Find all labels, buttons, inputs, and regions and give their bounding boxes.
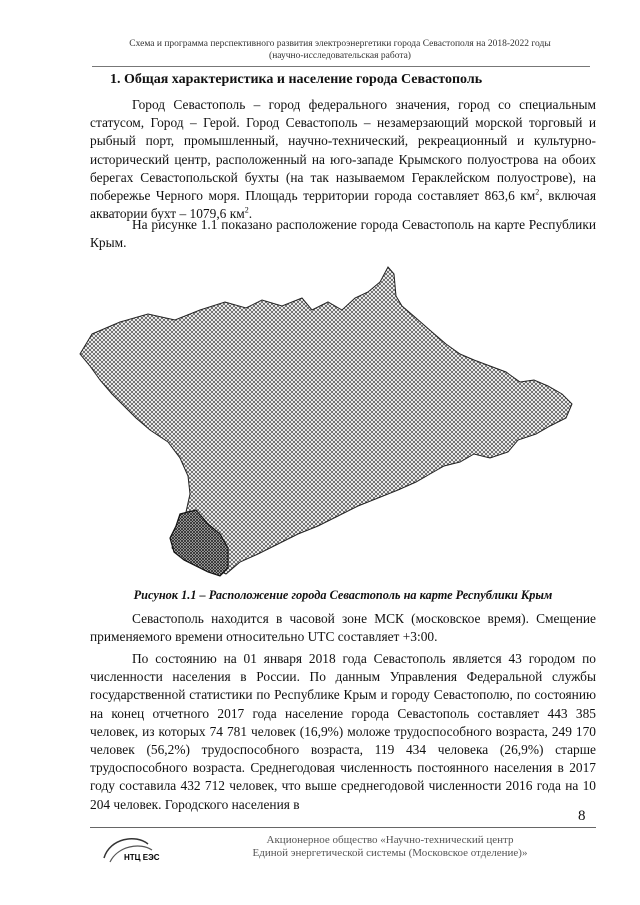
header-divider (92, 66, 590, 67)
paragraph-intro-end: . (248, 206, 253, 222)
footer-divider (90, 827, 596, 828)
superscript-km2-1: 2 (535, 187, 540, 197)
figure-caption: Рисунок 1.1 – Расположение города Севастополь на карте Республики Крым (133, 588, 553, 602)
header-line-2: (научно-исследовательская работа) (269, 51, 411, 61)
superscript-km2-2: 2 (244, 205, 249, 215)
footer-line-1: Акционерное общество «Научно-технический центр (266, 834, 514, 846)
paragraph-figure-ref: На рисунке 1.1 показано расположение города Севастополь на карте Республики Крым. (90, 217, 596, 251)
paragraph-intro (90, 96, 596, 223)
page-number: 8 (578, 808, 586, 824)
paragraph-population: По состоянию на 01 января 2018 года Севастополь является 43 городом по численности населения в России. По данным Управления Федеральной службы государственной статистики по Республике Крым и городу Севастополю, по состоянию на конец отчетного 2017 года население города Севастополь составляет 443 385 человек, из которых 74 781 человек (16,9%) моложе трудоспособного возраста, 249 170 человек (56,2%) трудоспособного возраста, 119 434 человека (26,9%) старше трудоспособного возраста. Среднегодовая численность постоянного населения в 2017 году составила 432 712 человек, что выше среднегодовой численности 2016 года на 10 204 человек. Городского населения в (90, 651, 596, 812)
section-heading: 1. Общая характеристика и население города Севастополь (110, 72, 483, 87)
logo-text: НТЦ ЕЭС (124, 853, 160, 862)
ntc-ees-logo (96, 832, 188, 868)
paragraph-intro-text: Город Севастополь – город федерального значения, город со специальным статусом, Город – Герой. Город Севастополь – незамерзающий морской торговый и рыбный порт, промышленный, научно-технический, рекреационный и культурно-исторический центр, расположенный на юго-западе Крымского полуострова на обоих берегах Севастопольской бухты (на так называемом Гераклейском полуострове), на побережье Черного моря. Площадь территории города составляет 863,6 км (90, 97, 596, 204)
footer-line-2: Единой энергетической системы (Московское отделение)» (252, 847, 528, 859)
paragraph-timezone: Севастополь находится в часовой зоне МСК (московское время). Смещение применяемого времени относительно UTC составляет +3:00. (90, 611, 596, 645)
header-line-1: Схема и программа перспективного развития электроэнергетики города Севастополя на 2018-2022 годы (129, 39, 551, 49)
page-footer (200, 834, 580, 860)
crimea-map-figure (50, 262, 590, 584)
paragraph-intro-mid: , включая акватории бухт – 1079,6 км (90, 188, 596, 222)
running-header (90, 38, 590, 62)
crimea-peninsula-shape (80, 267, 572, 574)
